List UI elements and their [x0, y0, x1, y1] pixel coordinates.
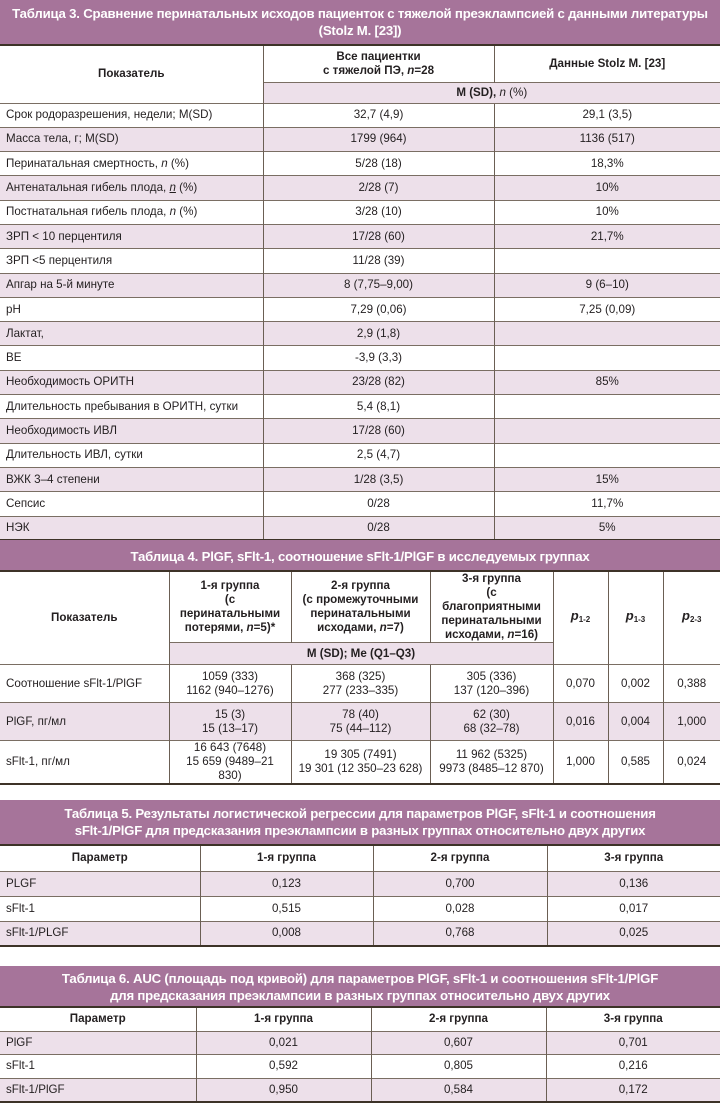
value-stolz: 18,3% [494, 152, 720, 176]
mean-sd: 78 (40) [342, 707, 379, 721]
value-all-patients: 5/28 (18) [263, 152, 494, 176]
table-5-header-group-3: 3-я группа [547, 846, 720, 871]
header-line: (с благоприятными [442, 586, 541, 613]
table-3 [0, 0, 720, 541]
table-4 [0, 540, 720, 785]
header-line: =28 [414, 63, 435, 77]
table-4-body [0, 665, 720, 785]
row-label: pH [0, 297, 263, 321]
median-iqr: 68 (32–78) [463, 721, 520, 735]
value-stolz: 29,1 (3,5) [494, 103, 720, 127]
caption-line: для предсказания преэклампсии в разных группах относительно двух других [110, 988, 610, 1003]
header-line: 1-я группа [200, 579, 260, 592]
value-stolz [494, 443, 720, 467]
value-g3 [430, 703, 553, 741]
table-5 [0, 800, 720, 947]
header-line: =7) [386, 621, 404, 634]
table-5-grid [0, 846, 720, 947]
table-4-caption: Таблица 4. PlGF, sFlt-1, соотношение sFlt-1/PlGF в исследуемых группах [0, 540, 720, 572]
value-p13: 0,004 [608, 703, 663, 741]
n-symbol: n [379, 621, 387, 634]
row-label: Соотношение sFlt-1/PlGF [0, 665, 169, 703]
n-symbol: n [407, 63, 415, 77]
value-p13: 0,002 [608, 665, 663, 703]
table-4-header-p23 [663, 572, 720, 665]
table-5-header-group-1: 1-я группа [200, 846, 373, 871]
row-label [0, 200, 263, 224]
table-6-body [0, 1031, 720, 1102]
value-stolz [494, 419, 720, 443]
row-label: PlGF, пг/мл [0, 703, 169, 741]
value-all-patients: 7,29 (0,06) [263, 297, 494, 321]
value-group-2: 0,028 [373, 896, 547, 921]
table-4-grid [0, 572, 720, 785]
header-line: =5)* [253, 621, 276, 634]
table-3-header-row [0, 46, 720, 82]
n-symbol: n [169, 181, 176, 195]
label-text: Антенатальная гибель плода, [6, 181, 170, 195]
value-g1 [169, 741, 291, 785]
header-line: исходами, [317, 621, 380, 634]
value-g2 [291, 665, 430, 703]
row-label: ЗРП < 10 перцентиля [0, 224, 263, 248]
value-stolz: 7,25 (0,09) [494, 297, 720, 321]
table-4-header-group-2 [291, 572, 430, 643]
table-3-body [0, 103, 720, 540]
value-group-1: 0,515 [200, 896, 373, 921]
mean-sd: 1059 (333) [201, 669, 259, 683]
row-label: Срок родоразрешения, недели; M(SD) [0, 103, 263, 127]
value-group-2: 0,768 [373, 921, 547, 946]
median-iqr: 19 301 (12 350–23 628) [298, 762, 423, 775]
value-all-patients: 5,4 (8,1) [263, 395, 494, 419]
value-stolz: 85% [494, 370, 720, 394]
mean-sd: 15 (3) [214, 707, 246, 721]
value-all-patients: -3,9 (3,3) [263, 346, 494, 370]
value-group-2: 0,607 [371, 1031, 546, 1055]
p-subscript: 2-3 [689, 615, 702, 624]
table-5-body [0, 871, 720, 946]
label-text: (%) [167, 156, 189, 170]
table-3-subheader [263, 82, 720, 103]
table-3-row [0, 200, 720, 224]
value-group-1: 0,950 [196, 1078, 371, 1102]
value-all-patients: 17/28 (60) [263, 224, 494, 248]
row-label: Необходимость ОРИТН [0, 370, 263, 394]
table-3-row [0, 103, 720, 127]
row-label: sFlt-1 [0, 896, 200, 921]
median-iqr: 75 (44–112) [329, 721, 392, 735]
mean-sd: 11 962 (5325) [455, 748, 528, 761]
value-g2 [291, 703, 430, 741]
value-p23: 0,388 [663, 665, 720, 703]
table-5-row [0, 871, 720, 896]
table-3-grid [0, 46, 720, 541]
label-text: Перинатальная смертность, [6, 156, 162, 170]
value-p12: 0,070 [553, 665, 608, 703]
row-label: sFlt-1/PlGF [0, 1078, 196, 1102]
label-text: Постнатальная гибель плода, [6, 205, 170, 219]
value-p12: 1,000 [553, 741, 608, 785]
value-group-3: 0,216 [546, 1055, 720, 1079]
value-all-patients: 8 (7,75–9,00) [263, 273, 494, 297]
table-4-subheader: M (SD); Me (Q1–Q3) [169, 643, 553, 665]
value-stolz: 10% [494, 200, 720, 224]
value-p13: 0,585 [608, 741, 663, 785]
p-symbol: p [625, 608, 634, 623]
value-all-patients: 23/28 (82) [263, 370, 494, 394]
label-text: (%) [175, 181, 198, 195]
table-4-row [0, 703, 720, 741]
value-g3 [430, 741, 553, 785]
value-group-3: 0,017 [547, 896, 720, 921]
table-4-header-group-1 [169, 572, 291, 643]
row-label: Длительность ИВЛ, сутки [0, 443, 263, 467]
mean-sd: 19 305 (7491) [324, 748, 397, 761]
table-3-row [0, 516, 720, 540]
label-text: (%) [176, 205, 198, 219]
value-all-patients: 2,9 (1,8) [263, 322, 494, 346]
mean-sd: 305 (336) [466, 669, 517, 683]
table-6-grid [0, 1008, 720, 1103]
table-5-header-group-2: 2-я группа [373, 846, 547, 871]
value-stolz: 10% [494, 176, 720, 200]
mean-sd: 16 643 (7648) [193, 741, 267, 754]
table-6-row [0, 1078, 720, 1102]
value-all-patients: 17/28 (60) [263, 419, 494, 443]
row-label [0, 176, 263, 200]
value-group-2: 0,700 [373, 871, 547, 896]
row-label: sFlt-1, пг/мл [0, 741, 169, 785]
table-4-header-indicator: Показатель [51, 611, 118, 624]
subheader-text: M (SD), [456, 85, 500, 99]
table-3-row [0, 467, 720, 491]
row-label: ВЖК 3–4 степени [0, 467, 263, 491]
table-5-header-row [0, 846, 720, 871]
value-all-patients: 0/28 [263, 516, 494, 540]
table-4-row [0, 665, 720, 703]
value-group-1: 0,592 [196, 1055, 371, 1079]
median-iqr: 1162 (940–1276) [186, 683, 274, 697]
value-group-3: 0,701 [546, 1031, 720, 1055]
header-line: =16) [514, 628, 539, 641]
value-group-3: 0,025 [547, 921, 720, 946]
value-p12: 0,016 [553, 703, 608, 741]
p-subscript: 1-3 [633, 615, 646, 624]
value-all-patients: 0/28 [263, 492, 494, 516]
table-5-header-parameter: Параметр [71, 851, 128, 865]
table-4-row [0, 741, 720, 785]
table-3-row [0, 395, 720, 419]
median-iqr: 137 (120–396) [453, 683, 530, 697]
row-label: PLGF [0, 871, 200, 896]
row-label: НЭК [0, 516, 263, 540]
n-symbol: n [499, 85, 506, 99]
table-3-row [0, 370, 720, 394]
value-stolz [494, 322, 720, 346]
table-3-row [0, 443, 720, 467]
value-g2 [291, 741, 430, 785]
value-all-patients: 2/28 (7) [263, 176, 494, 200]
value-p23: 0,024 [663, 741, 720, 785]
value-all-patients: 3/28 (10) [263, 200, 494, 224]
row-label [0, 152, 263, 176]
value-stolz: 9 (6–10) [494, 273, 720, 297]
header-line: потерями, [184, 621, 247, 634]
table-6-row [0, 1055, 720, 1079]
table-3-row [0, 419, 720, 443]
value-all-patients: 1/28 (3,5) [263, 467, 494, 491]
caption-line: sFlt-1/PlGF для предсказания преэклампсии в разных группах относительно двух других [74, 823, 646, 838]
table-3-header-all-patients [263, 46, 494, 82]
header-line: исходами, [444, 628, 508, 641]
table-5-row [0, 921, 720, 946]
table-4-header-row [0, 572, 720, 643]
value-group-1: 0,008 [200, 921, 373, 946]
header-line: 3-я группа [462, 572, 521, 585]
table-5-caption [0, 800, 720, 846]
header-line: перинатальными [441, 614, 542, 627]
value-stolz: 11,7% [494, 492, 720, 516]
n-symbol: n [161, 156, 168, 170]
table-3-row [0, 127, 720, 151]
table-3-row [0, 152, 720, 176]
header-line: (с перинатальными [179, 593, 281, 620]
row-label: sFlt-1 [0, 1055, 196, 1079]
value-g3 [430, 665, 553, 703]
header-line: (с промежуточными [302, 593, 419, 606]
value-stolz: 15% [494, 467, 720, 491]
header-line: 2-я группа [331, 579, 390, 592]
table-6 [0, 966, 720, 1103]
table-6-header-group-3: 3-я группа [546, 1008, 720, 1031]
table-4-header-group-3 [430, 572, 553, 643]
table-3-header-indicator: Показатель [98, 67, 165, 81]
table-3-row [0, 273, 720, 297]
table-3-caption: Таблица 3. Сравнение перинатальных исходов пациенток с тяжелой преэклампсией с данными литературы (Stolz M. [23]) [0, 0, 720, 46]
median-iqr: 9973 (8485–12 870) [439, 762, 544, 775]
row-label: sFlt-1/PLGF [0, 921, 200, 946]
table-4-header-p12 [553, 572, 608, 665]
value-group-3: 0,136 [547, 871, 720, 896]
header-line: перинатальными [310, 607, 411, 620]
table-3-row [0, 224, 720, 248]
p-symbol: p [570, 608, 579, 623]
row-label: Лактат, [0, 322, 263, 346]
row-label: ЗРП <5 перцентиля [0, 249, 263, 273]
table-3-row [0, 297, 720, 321]
table-4-header-p13 [608, 572, 663, 665]
table-3-header-stolz: Данные Stolz M. [23] [494, 46, 720, 82]
value-all-patients: 2,5 (4,7) [263, 443, 494, 467]
p-subscript: 1-2 [578, 615, 591, 624]
value-group-3: 0,172 [546, 1078, 720, 1102]
table-3-row [0, 346, 720, 370]
n-symbol: n [169, 205, 177, 219]
table-6-caption [0, 966, 720, 1008]
table-6-header-group-1: 1-я группа [196, 1008, 371, 1031]
value-all-patients: 32,7 (4,9) [263, 103, 494, 127]
row-label: Сепсис [0, 492, 263, 516]
subheader-text: (%) [505, 85, 528, 99]
value-group-1: 0,123 [200, 871, 373, 896]
value-all-patients: 11/28 (39) [263, 249, 494, 273]
value-group-2: 0,805 [371, 1055, 546, 1079]
caption-line: Таблица 6. AUC (площадь под кривой) для параметров PlGF, sFlt-1 и соотношения sFlt-1/PlGF [61, 971, 659, 986]
table-3-row [0, 492, 720, 516]
median-iqr: 15 (13–17) [201, 721, 259, 735]
row-label: BE [0, 346, 263, 370]
value-g1 [169, 665, 291, 703]
table-3-row [0, 176, 720, 200]
value-stolz [494, 346, 720, 370]
value-p23: 1,000 [663, 703, 720, 741]
value-stolz: 21,7% [494, 224, 720, 248]
table-6-header-parameter: Параметр [69, 1012, 126, 1026]
value-stolz [494, 395, 720, 419]
caption-line: Таблица 5. Результаты логистической регрессии для параметров PlGF, sFlt-1 и соотношения [64, 806, 656, 821]
value-g1 [169, 703, 291, 741]
row-label: Апгар на 5-й минуте [0, 273, 263, 297]
row-label: Масса тела, г; M(SD) [0, 127, 263, 151]
value-group-1: 0,021 [196, 1031, 371, 1055]
value-stolz: 1136 (517) [494, 127, 720, 151]
value-group-2: 0,584 [371, 1078, 546, 1102]
n-symbol: n [507, 628, 515, 641]
mean-sd: 368 (325) [335, 669, 386, 683]
p-symbol: p [681, 608, 690, 623]
mean-sd: 62 (30) [473, 707, 510, 721]
n-symbol: n [246, 621, 254, 634]
value-all-patients: 1799 (964) [263, 127, 494, 151]
table-6-header-group-2: 2-я группа [371, 1008, 546, 1031]
table-5-row [0, 896, 720, 921]
value-stolz [494, 249, 720, 273]
median-iqr: 277 (233–335) [322, 683, 399, 697]
value-stolz: 5% [494, 516, 720, 540]
median-iqr: 15 659 (9489–21 830) [186, 755, 274, 782]
row-label: Длительность пребывания в ОРИТН, сутки [0, 395, 263, 419]
table-6-row [0, 1031, 720, 1055]
header-line: Все пациентки [336, 49, 421, 63]
row-label: PlGF [0, 1031, 196, 1055]
row-label: Необходимость ИВЛ [0, 419, 263, 443]
table-6-header-row [0, 1008, 720, 1031]
table-3-row [0, 249, 720, 273]
table-3-row [0, 322, 720, 346]
header-line: с тяжелой ПЭ, [322, 63, 408, 77]
